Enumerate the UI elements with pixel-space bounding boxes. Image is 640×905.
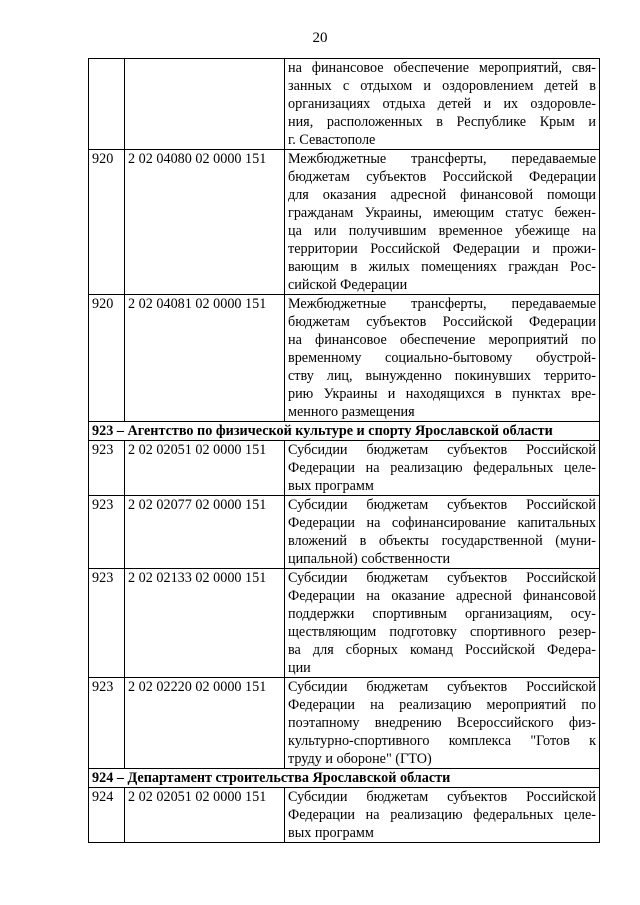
description-line: Федерации на реализацию федеральных целе- <box>288 807 596 823</box>
description-line: занных с отдыхом и оздоровлением детей в <box>288 78 596 94</box>
revenue-code-cell: 2 02 02133 02 0000 151 <box>125 569 285 678</box>
description-line: ществляющим подготовку спортивного резер- <box>288 624 596 640</box>
description-line: бюджетам субъектов Российской Федерации <box>288 314 596 330</box>
description-line: организациях отдыха детей и их оздоровле- <box>288 96 596 112</box>
description-line: территории Российской Федерации и прожи- <box>288 241 596 257</box>
description-line: Субсидии бюджетам субъектов Российской <box>288 679 596 695</box>
description-line: Субсидии бюджетам субъектов Российской <box>288 570 596 586</box>
description-cell <box>285 441 600 496</box>
table-row <box>89 678 600 769</box>
description-line: ния, расположенных в Республике Крым и <box>288 114 596 130</box>
revenue-code-cell <box>125 59 285 150</box>
admin-code-cell: 923 <box>89 678 125 769</box>
description-line: Федерации на оказание адресной финансовой <box>288 588 596 604</box>
description-line: ции <box>288 660 311 676</box>
admin-code-cell: 924 <box>89 788 125 843</box>
description-line: вых программ <box>288 825 374 841</box>
revenue-code-cell: 2 02 02077 02 0000 151 <box>125 496 285 569</box>
description-line: Субсидии бюджетам субъектов Российской <box>288 497 596 513</box>
description-line: поддержки спортивным организациям, осу- <box>288 606 596 622</box>
description-line: ципальной) собственности <box>288 551 451 567</box>
admin-code-cell: 923 <box>89 441 125 496</box>
description-line: поэтапному внедрению Всероссийского физ- <box>288 715 596 731</box>
budget-classification-table <box>88 58 600 843</box>
table-row <box>89 569 600 678</box>
table-row <box>89 59 600 150</box>
description-line: Федерации на реализацию федеральных целе- <box>288 460 596 476</box>
description-line: вых программ <box>288 478 374 494</box>
description-line: ца или получившим временное убежище на <box>288 223 596 239</box>
description-line: Межбюджетные трансферты, передаваемые <box>288 151 596 167</box>
description-line: Межбюджетные трансферты, передаваемые <box>288 296 596 312</box>
table-row <box>89 788 600 843</box>
description-cell <box>285 788 600 843</box>
revenue-code-cell: 2 02 04080 02 0000 151 <box>125 150 285 295</box>
description-line: культурно-спортивного комплекса "Готов к <box>288 733 596 749</box>
description-line: ва для сборных команд Российской Федера- <box>288 642 596 658</box>
description-line: сийской Федерации <box>288 277 408 293</box>
section-header-row <box>89 422 600 441</box>
section-header-row <box>89 769 600 788</box>
page-number: 20 <box>312 30 328 46</box>
revenue-code-cell: 2 02 04081 02 0000 151 <box>125 295 285 422</box>
revenue-code-cell: 2 02 02051 02 0000 151 <box>125 441 285 496</box>
description-cell <box>285 59 600 150</box>
description-line: Субсидии бюджетам субъектов Российской <box>288 442 596 458</box>
description-line: менного размещения <box>288 404 415 420</box>
description-cell <box>285 295 600 422</box>
description-cell <box>285 496 600 569</box>
admin-code-cell: 923 <box>89 569 125 678</box>
admin-code-cell: 923 <box>89 496 125 569</box>
admin-code-cell: 920 <box>89 295 125 422</box>
admin-code-cell <box>89 59 125 150</box>
description-line: бюджетам субъектов Российской Федерации <box>288 169 596 185</box>
description-line: ству лиц, вынужденно покинувших террито- <box>288 368 596 384</box>
description-line: г. Севастополе <box>288 132 376 148</box>
description-line: Субсидии бюджетам субъектов Российской <box>288 789 596 805</box>
table-row <box>89 441 600 496</box>
section-title: 924 – Департамент строительства Ярославской области <box>89 769 600 788</box>
description-line: вающим в жилых помещениях граждан Рос- <box>288 259 596 275</box>
description-cell <box>285 150 600 295</box>
admin-code-cell: 920 <box>89 150 125 295</box>
description-cell <box>285 678 600 769</box>
table-row <box>89 496 600 569</box>
description-line: гражданам Украины, имеющим статус бежен- <box>288 205 596 221</box>
description-line: на финансовое обеспечение мероприятий, свя- <box>288 60 596 76</box>
revenue-code-cell: 2 02 02220 02 0000 151 <box>125 678 285 769</box>
description-line: Федерации на реализацию мероприятий по <box>288 697 596 713</box>
table-row <box>89 295 600 422</box>
revenue-code-cell: 2 02 02051 02 0000 151 <box>125 788 285 843</box>
description-line: для оказания адресной финансовой помощи <box>288 187 596 203</box>
description-line: Федерации на софинансирование капитальных <box>288 515 596 531</box>
description-line: вложений в объекты государственной (муни- <box>288 533 596 549</box>
description-line: на финансовое обеспечение мероприятий по <box>288 332 596 348</box>
section-title: 923 – Агентство по физической культуре и спорту Ярославской области <box>89 422 600 441</box>
description-line: временному социально-бытовому обустрой- <box>288 350 596 366</box>
description-cell <box>285 569 600 678</box>
description-line: труду и обороне" (ГТО) <box>288 751 432 767</box>
description-line: рию Украины и находящихся в пунктах вре- <box>288 386 596 402</box>
table-row <box>89 150 600 295</box>
